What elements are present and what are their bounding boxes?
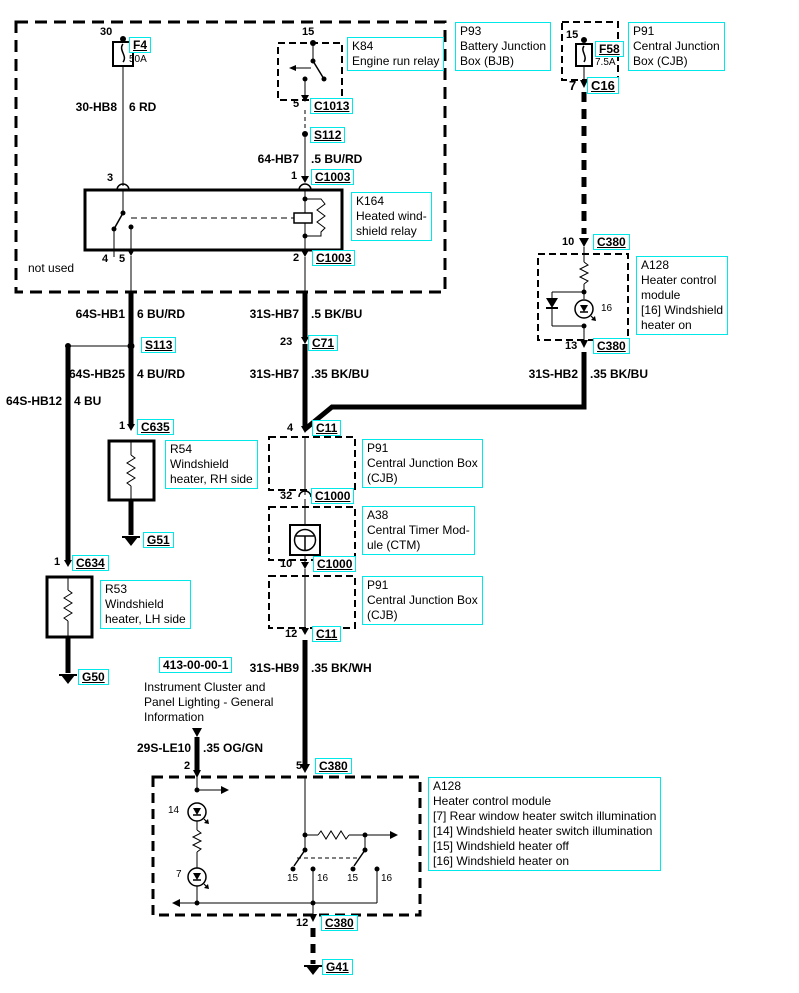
wire-31shb9-spec: .35 BK/WH [311, 661, 372, 675]
k164-pin-4: 4 [102, 253, 109, 265]
wire-31shb7b-id: 31S-HB7 [249, 367, 299, 381]
k164-pin-3: 3 [107, 172, 114, 184]
splice-s112-link[interactable]: S112 [310, 127, 345, 143]
f58-fuse-link[interactable]: F58 [595, 41, 624, 57]
center-branch-wires [269, 292, 355, 773]
r53-desc-1: Windshield [105, 597, 164, 611]
a128-upper-line-2: module [641, 288, 681, 302]
connector-c380-10-link[interactable]: C380 [593, 234, 630, 250]
ground-g50-link[interactable]: G50 [78, 669, 109, 685]
wire-31shb9-id: 31S-HB9 [249, 661, 299, 675]
splice-s113-link[interactable]: S113 [141, 337, 176, 353]
switch1-pin-15: 15 [287, 873, 299, 884]
p93-label-box[interactable] [455, 22, 551, 71]
p91-id: P91 [633, 24, 655, 38]
reference-line-1: Instrument Cluster and [144, 680, 266, 694]
switch1-pin-16: 16 [317, 873, 329, 884]
wire-29sle10-spec: .35 OG/GN [203, 741, 264, 755]
wire-31shb7-id: 31S-HB7 [249, 307, 299, 321]
connector-c380-13-link[interactable]: C380 [593, 338, 630, 354]
a128-bottom-line-3: [14] Windshield heater switch illumination [433, 824, 653, 838]
f58-rating: 7.5A [595, 57, 616, 68]
k164-pin-2: 2 [293, 252, 300, 264]
cjb2-pin-10: 10 [280, 558, 293, 570]
reference-line-3: Information [144, 710, 205, 724]
wire-64shb25-id: 64S-HB25 [68, 367, 125, 381]
f4-rating: 50A [129, 54, 147, 65]
wire-64shb25-spec: 4 BU/RD [137, 367, 186, 381]
f58-pin-number: 15 [566, 29, 579, 41]
ctm-id: A38 [367, 508, 389, 522]
ctm-desc-1: Central Timer Mod- [367, 523, 470, 537]
connector-c1013-link[interactable]: C1013 [310, 98, 353, 114]
ctm-pin-32: 32 [280, 490, 293, 502]
p93-id: P93 [460, 24, 482, 38]
f4-pin-number: 30 [100, 26, 113, 38]
connector-c380-5-link[interactable]: C380 [315, 758, 352, 774]
k164-label-box[interactable] [351, 192, 432, 241]
r54-pin-number: 1 [119, 420, 126, 432]
k164-id: K164 [356, 194, 385, 208]
f4-fuse-link[interactable]: F4 [129, 37, 151, 53]
k84-label-box[interactable] [347, 37, 444, 71]
wire-64shb12-id: 64S-HB12 [5, 394, 62, 408]
a128-upper-line-3: [16] Windshield [641, 303, 724, 317]
a128-bottom-label-box[interactable] [428, 777, 661, 871]
k84-id: K84 [352, 39, 374, 53]
cjb2-id: P91 [367, 578, 389, 592]
cjb2-pin-12: 12 [285, 628, 298, 640]
wire-31shb7b-spec: .35 BK/BU [311, 367, 370, 381]
connector-c11-12-link[interactable]: C11 [312, 626, 341, 642]
p93-desc-2: Box (BJB) [460, 54, 515, 68]
wire-64hb7-spec: .5 BU/RD [311, 152, 363, 166]
a128-upper-pin-13: 13 [565, 340, 578, 352]
reference-text [144, 680, 273, 725]
wire-64shb1-spec: 6 BU/RD [137, 307, 186, 321]
cjb2-label-box[interactable] [362, 576, 483, 625]
ctm-label-box[interactable] [362, 506, 475, 555]
lamp-7-pin: 7 [176, 869, 182, 880]
reference-line-2: Panel Lighting - General [144, 695, 274, 709]
not-used-note: not used [28, 261, 75, 275]
a128-upper-pin-10: 10 [562, 236, 575, 248]
r53-label-box[interactable] [100, 580, 191, 629]
connector-c11-4-link[interactable]: C11 [312, 420, 341, 436]
r54-desc-1: Windshield [170, 457, 229, 471]
f58-output-pin: 7 [569, 78, 577, 93]
wire-31shb2-id: 31S-HB2 [528, 367, 578, 381]
ground-g41-link[interactable]: G41 [322, 959, 353, 975]
wire-64shb1-id: 64S-HB1 [75, 307, 125, 321]
cjb2-desc-2: (CJB) [367, 608, 398, 622]
a128-upper-line-1: Heater control [641, 273, 717, 287]
a128-bottom-line-1: Heater control module [433, 794, 552, 808]
a128-upper-lamp-pin: 16 [601, 303, 613, 314]
k84-relay-symbol [278, 40, 342, 102]
wire-64shb12-spec: 4 BU [74, 394, 102, 408]
r54-desc-2: heater, RH side [170, 472, 253, 486]
connector-c635-link[interactable]: C635 [137, 419, 174, 435]
connector-c380-12-link[interactable]: C380 [321, 915, 358, 931]
p93-desc-1: Battery Junction [460, 39, 547, 53]
ground-g51-link[interactable]: G51 [143, 532, 174, 548]
a128-bottom-line-4: [15] Windshield heater off [433, 839, 569, 853]
k84-desc: Engine run relay [352, 54, 440, 68]
switch2-pin-16: 16 [381, 873, 393, 884]
p91-desc-2: Box (CJB) [633, 54, 688, 68]
wire-30hb8-id: 30-HB8 [75, 100, 117, 114]
r53-id: R53 [105, 582, 128, 596]
p91-label-box[interactable] [628, 22, 725, 71]
reference-413-link[interactable]: 413-00-00-1 [159, 657, 232, 673]
cjb1-desc-2: (CJB) [367, 471, 398, 485]
k164-relay-symbol [85, 184, 342, 292]
a128-bottom-pin-2: 2 [184, 760, 191, 772]
illumination-feed-wire [192, 728, 202, 778]
r53-desc-2: heater, LH side [105, 612, 186, 626]
r54-id: R54 [170, 442, 193, 456]
cjb1-label-box[interactable] [362, 439, 483, 488]
lamp-14-pin: 14 [168, 805, 180, 816]
wire-64hb7-id: 64-HB7 [257, 152, 299, 166]
k164-pin-5: 5 [119, 253, 126, 265]
k164-pin-1: 1 [291, 170, 298, 182]
cjb2-desc-1: Central Junction Box [367, 593, 478, 607]
a128-upper-label-box[interactable] [636, 256, 728, 335]
connector-c1003-top-link[interactable]: C1003 [311, 169, 354, 185]
wire-31shb2-spec: .35 BK/BU [590, 367, 649, 381]
k84-pin-15: 15 [302, 26, 315, 38]
cjb1-desc-1: Central Junction Box [367, 456, 478, 470]
cjb1-id: P91 [367, 441, 389, 455]
connector-c1000-10-link[interactable]: C1000 [313, 556, 356, 572]
k84-pin-5: 5 [293, 98, 300, 110]
wire-29sle10-id: 29S-LE10 [136, 741, 191, 755]
a128-bottom-line-2: [7] Rear window heater switch illumination [433, 809, 657, 823]
cjb1-pin-4: 4 [287, 422, 294, 434]
c71-pin-number: 23 [280, 336, 293, 348]
a128-bottom-pin-12: 12 [296, 917, 309, 929]
k164-desc-2: shield relay [356, 224, 417, 238]
r54-label-box[interactable] [165, 440, 258, 489]
p91-desc-1: Central Junction [633, 39, 720, 53]
a128-bottom-pin-5: 5 [296, 760, 303, 772]
wire-30hb8-spec: 6 RD [129, 100, 157, 114]
wire-31shb7-spec: .5 BK/BU [311, 307, 363, 321]
ctm-desc-2: ule (CTM) [367, 538, 421, 552]
a128-upper-line-4: heater on [641, 318, 692, 332]
a128-upper-id: A128 [641, 258, 670, 272]
r53-pin-number: 1 [54, 556, 61, 568]
a128-bottom-line-5: [16] Windshield heater on [433, 854, 570, 868]
switch2-pin-15: 15 [347, 873, 359, 884]
connector-c1000-32-link[interactable]: C1000 [311, 488, 354, 504]
k164-desc-1: Heated wind- [356, 209, 427, 223]
connector-c634-link[interactable]: C634 [72, 555, 109, 571]
connector-c1003-bottom-link[interactable]: C1003 [312, 250, 355, 266]
connector-c16-link[interactable]: C16 [587, 77, 619, 94]
s112-splice-symbol [301, 110, 309, 183]
connector-c71-link[interactable]: C71 [308, 335, 338, 351]
a128-bottom-id: A128 [433, 779, 462, 793]
